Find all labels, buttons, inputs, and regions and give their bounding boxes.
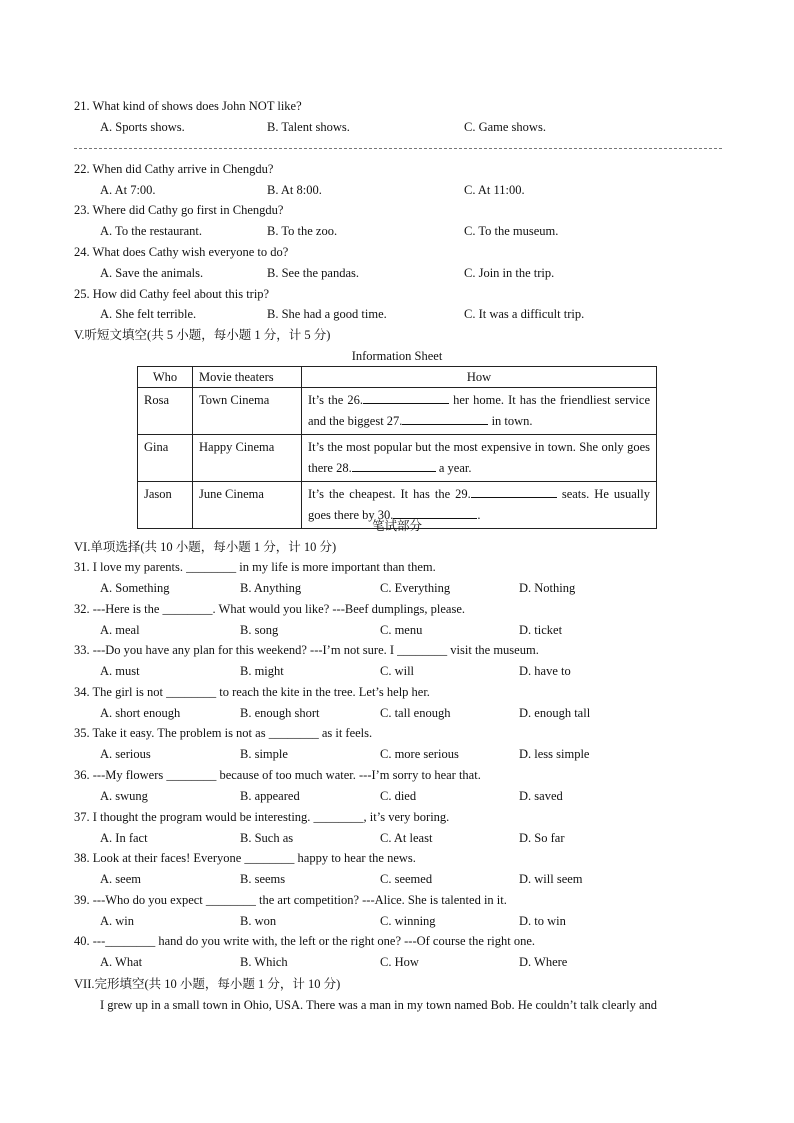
question-22: 22. When did Cathy arrive in Chengdu? — [74, 162, 274, 176]
q37-option-d: D. So far — [519, 831, 565, 845]
header-who: Who — [138, 367, 193, 388]
row-how-text: seats. He usually goes there by 30. — [308, 487, 651, 522]
row-how-text: It’s the cheapest. It has the 29. — [308, 487, 471, 501]
q39-option-d: D. to win — [519, 914, 566, 928]
q34-option-c: C. tall enough — [380, 706, 451, 720]
q21-option-b: B. Talent shows. — [267, 120, 350, 134]
row-how-text: . — [477, 508, 481, 522]
q40-option-d: D. Where — [519, 955, 568, 969]
q35-option-c: C. more serious — [380, 747, 459, 761]
q40-option-a: A. What — [100, 955, 143, 969]
row-how-text: It’s the 26. — [308, 393, 364, 407]
row-how-text: in town. — [488, 414, 533, 428]
q32-option-b: B. song — [240, 623, 279, 637]
table-header-row — [138, 367, 657, 388]
question-34: 34. The girl is not ________ to reach the kite in the tree. Let’s help her. — [74, 685, 430, 699]
q31-option-c: C. Everything — [380, 581, 451, 595]
table-row — [138, 435, 657, 482]
passage-first-line: I grew up in a small town in Ohio, USA. There was a man in my town named Bob. He couldn’t talk clearly and — [100, 998, 658, 1012]
table-row — [138, 388, 657, 435]
q34-option-d: D. enough tall — [519, 706, 591, 720]
q39-option-c: C. winning — [380, 914, 436, 928]
q22-option-a: A. At 7:00. — [100, 183, 156, 197]
q36-option-c: C. died — [380, 789, 417, 803]
header-how: How — [302, 367, 657, 388]
question-32: 32. ---Here is the ________. What would you like? ---Beef dumplings, please. — [74, 602, 465, 616]
q25-option-c: C. It was a difficult trip. — [464, 307, 585, 321]
q36-option-b: B. appeared — [240, 789, 300, 803]
q38-option-c: C. seemed — [380, 872, 433, 886]
row-how-text: It’s the most popular but the most expensive in town. She only goes there 28. — [308, 440, 650, 475]
question-21: 21. What kind of shows does John NOT like? — [74, 99, 302, 113]
question-38: 38. Look at their faces! Everyone ________ happy to hear the news. — [74, 851, 416, 865]
q37-option-a: A. In fact — [100, 831, 148, 845]
row-how-text: a year. — [435, 461, 472, 475]
row-how — [302, 435, 657, 482]
info-sheet-table — [137, 366, 657, 529]
row-who: Rosa — [138, 388, 193, 435]
q33-option-d: D. have to — [519, 664, 571, 678]
row-theater: Town Cinema — [193, 388, 302, 435]
q40-option-b: B. Which — [240, 955, 288, 969]
q37-option-c: C. At least — [380, 831, 433, 845]
section-6-title: VI.单项选择(共 10 小题，每小题 1 分，计 10 分) — [74, 540, 337, 554]
section-5-title: V.听短文填空(共 5 小题，每小题 1 分，计 5 分) — [74, 328, 331, 342]
q22-option-c: C. At 11:00. — [464, 183, 525, 197]
question-37: 37. I thought the program would be interesting. ________, it’s very boring. — [74, 810, 450, 824]
question-40: 40. ---________ hand do you write with, the left or the right one? ---Of course the right one. — [74, 934, 535, 948]
q21-option-c: C. Game shows. — [464, 120, 546, 134]
question-33: 33. ---Do you have any plan for this weekend? ---I’m not sure. I ________ visit the museum. — [74, 643, 539, 657]
q34-option-b: B. enough short — [240, 706, 320, 720]
header-movie-theaters: Movie theaters — [193, 367, 302, 388]
q24-option-c: C. Join in the trip. — [464, 266, 555, 280]
dashed-divider — [74, 148, 722, 149]
q24-option-b: B. See the pandas. — [267, 266, 359, 280]
q37-option-b: B. Such as — [240, 831, 294, 845]
q38-option-b: B. seems — [240, 872, 286, 886]
blank-29[interactable] — [471, 485, 557, 498]
q25-option-a: A. She felt terrible. — [100, 307, 197, 321]
q23-option-b: B. To the zoo. — [267, 224, 338, 238]
q39-option-b: B. won — [240, 914, 277, 928]
row-theater: June Cinema — [193, 482, 302, 529]
q31-option-a: A. Something — [100, 581, 170, 595]
row-theater: Happy Cinema — [193, 435, 302, 482]
row-who: Jason — [138, 482, 193, 529]
question-35: 35. Take it easy. The problem is not as ________ as it feels. — [74, 726, 373, 740]
q38-option-d: D. will seem — [519, 872, 583, 886]
blank-26[interactable] — [363, 391, 449, 404]
row-how-text: her home. It has the friendliest service and the biggest 27. — [308, 393, 650, 428]
info-sheet-title: Information Sheet — [351, 349, 443, 363]
q23-option-c: C. To the museum. — [464, 224, 559, 238]
q38-option-a: A. seem — [100, 872, 141, 886]
question-36: 36. ---My flowers ________ because of too much water. ---I’m sorry to hear that. — [74, 768, 481, 782]
blank-27[interactable] — [402, 412, 488, 425]
q35-option-a: A. serious — [100, 747, 151, 761]
section-7-title: VII.完形填空(共 10 小题，每小题 1 分，计 10 分) — [74, 977, 341, 991]
q23-option-a: A. To the restaurant. — [100, 224, 202, 238]
q36-option-d: D. saved — [519, 789, 563, 803]
q40-option-c: C. How — [380, 955, 419, 969]
q32-option-a: A. meal — [100, 623, 140, 637]
blank-28[interactable] — [352, 459, 436, 472]
q24-option-a: A. Save the animals. — [100, 266, 204, 280]
q35-option-b: B. simple — [240, 747, 288, 761]
q34-option-a: A. short enough — [100, 706, 181, 720]
q22-option-b: B. At 8:00. — [267, 183, 322, 197]
question-24: 24. What does Cathy wish everyone to do? — [74, 245, 289, 259]
q25-option-b: B. She had a good time. — [267, 307, 387, 321]
question-31: 31. I love my parents. ________ in my life is more important than them. — [74, 560, 436, 574]
q35-option-d: D. less simple — [519, 747, 590, 761]
q36-option-a: A. swung — [100, 789, 148, 803]
row-how — [302, 388, 657, 435]
q32-option-c: C. menu — [380, 623, 423, 637]
row-who: Gina — [138, 435, 193, 482]
q31-option-d: D. Nothing — [519, 581, 576, 595]
q32-option-d: D. ticket — [519, 623, 563, 637]
q33-option-a: A. must — [100, 664, 140, 678]
question-39: 39. ---Who do you expect ________ the art competition? ---Alice. She is talented in it. — [74, 893, 507, 907]
question-25: 25. How did Cathy feel about this trip? — [74, 287, 270, 301]
written-part-heading: 笔试部分 — [371, 519, 422, 533]
q39-option-a: A. win — [100, 914, 135, 928]
q33-option-c: C. will — [380, 664, 415, 678]
q31-option-b: B. Anything — [240, 581, 302, 595]
question-23: 23. Where did Cathy go first in Chengdu? — [74, 203, 284, 217]
q33-option-b: B. might — [240, 664, 284, 678]
q21-option-a: A. Sports shows. — [100, 120, 185, 134]
